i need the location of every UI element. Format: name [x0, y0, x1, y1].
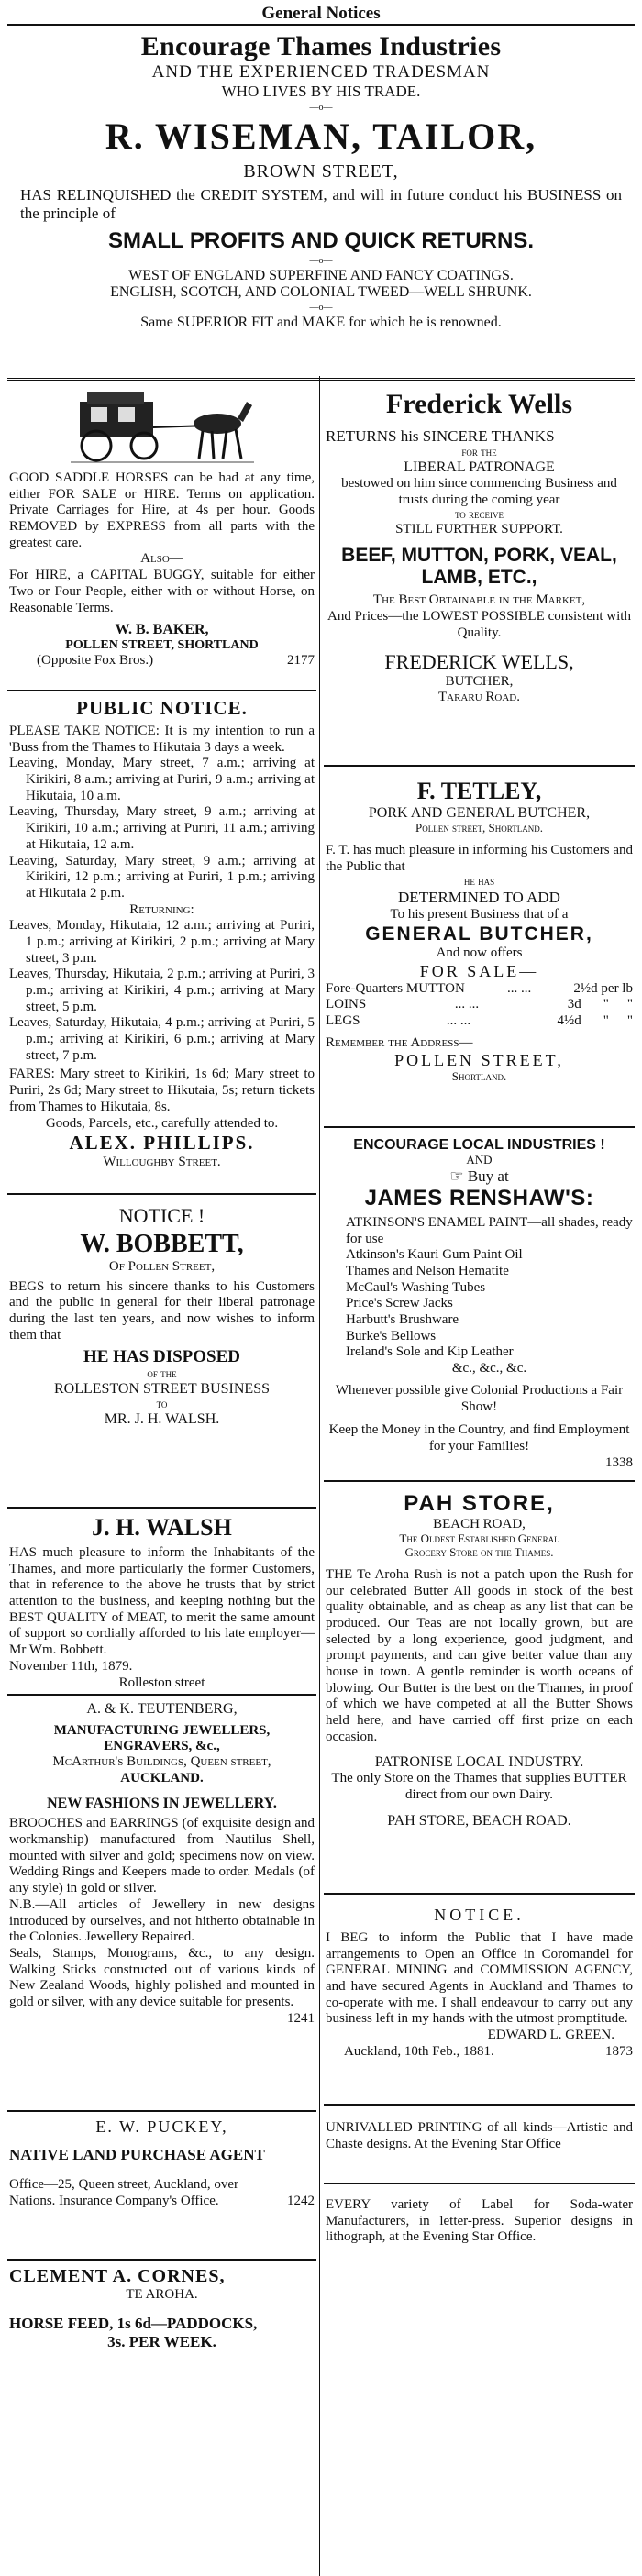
pah-address: PAH STORE, BEACH ROAD. — [387, 1812, 571, 1829]
price-row — [326, 1013, 633, 1030]
puckey-insurance: Nations. Insurance Company's Office. — [9, 2193, 219, 2208]
walsh-body: HAS much pleasure to inform the Inhabitants of the Thames, and more particularly the former Customers, that in reference to the above he trusts that by strict attention to the business, and keeping nothing but the BEST QUALITY of MEAT, to merit the same amount of support so cordially afforded to his late employer—Mr Wm. Bobbett. — [9, 1545, 315, 1658]
ad-number: 1242 — [287, 2193, 315, 2208]
bobbett-body: BEGS to return his sincere thanks to his Customers and the public in general for their liberal patronage during the last ten years, and now wishes to inform them that — [9, 1278, 315, 1343]
list-item: McCaul's Washing Tubes — [346, 1279, 486, 1295]
price-dots: ... ... — [506, 980, 532, 996]
puckey-ad — [7, 2112, 316, 2261]
renshaw-items — [326, 1215, 633, 1377]
wiseman-cloth2: ENGLISH, SCOTCH, AND COLONIAL TWEED—WELL SHRUNK. — [110, 284, 532, 300]
public-notice-intro: PLEASE TAKE NOTICE: It is my intention to run a 'Buss from the Thames to Hikutaia 3 days a week. — [9, 724, 315, 755]
schedule-line: Leaves, Thursday, Hikutaia, 2 p.m.; arriving at Puriri, 3 p.m.; arriving at Kirikiri, 4 p.m.; arriving at Mary street, 5 p.m. — [9, 967, 315, 1014]
tetley-to: To his present Business that of a — [390, 907, 569, 923]
baker-body: GOOD SADDLE HORSES can be had at any time, either FOR SALE or HIRE. Terms on application. Private Carriages for Hire, at 4s per hour. Goods REMOVED by EXPRESS from all parts with the greatest care. — [9, 470, 315, 550]
green-title: NOTICE. — [434, 1906, 525, 1924]
wells-ad — [324, 376, 635, 767]
walsh-date: November 11th, 1879. — [9, 1658, 133, 1674]
list-item: Burke's Bellows — [346, 1328, 437, 1343]
phillips-address: Willoughby Street. — [103, 1155, 221, 1170]
carriage-illustration — [9, 381, 315, 470]
pah-est2: Grocery Store on the Thames. — [404, 1544, 554, 1559]
tetley-town: Shortland. — [451, 1069, 507, 1084]
wells-patronage: LIBERAL PATRONAGE — [404, 459, 555, 475]
tetley-remember: Remember the Address— — [326, 1034, 473, 1050]
baker-also: Also— — [140, 551, 183, 567]
left-column — [7, 376, 316, 2576]
schedule-line: Leaving, Monday, Mary street, 7 a.m.; arriving at Kirikiri, 8 a.m.; arriving at Puriri, 9 a.m.; arriving at Hikutaia, 10 a.m. — [9, 756, 315, 803]
list-item: Price's Screw Jacks — [346, 1296, 453, 1311]
wells-thanks: RETURNS his SINCERE THANKS — [326, 427, 555, 445]
teutenberg-nb: N.B.—All articles of Jewellery in new designs introduced by ourselves, and not hitherto obtainable in the Colonies. Jewellery Repaired. — [9, 1896, 315, 1945]
pah-est1: The Oldest Established General — [399, 1531, 559, 1545]
green-date: Auckland, 10th Feb., 1881. — [344, 2043, 494, 2059]
star-printing-body: UNRIVALLED PRINTING of all kinds—Artistic and Chaste designs. At the Evening Star Office — [326, 2120, 633, 2151]
ornament-divider: —o— — [309, 303, 333, 313]
price-label: LOINS — [326, 997, 367, 1012]
right-column — [324, 376, 635, 2576]
pah-patronise: PATRONISE LOCAL INDUSTRY. — [374, 1754, 584, 1771]
bobbett-ad — [7, 1195, 316, 1509]
pah-name: PAH STORE, — [404, 1491, 555, 1516]
wells-best: The Best Obtainable in the Market, — [372, 592, 586, 608]
ornament-divider: —o— — [309, 256, 333, 266]
bobbett-business: ROLLESTON STREET BUSINESS — [54, 1381, 270, 1398]
star-printing-ad — [324, 2106, 635, 2184]
price-row — [326, 981, 633, 998]
cornes-town: TE AROHA. — [126, 2287, 198, 2302]
bobbett-notice: NOTICE ! — [118, 1204, 205, 1227]
green-body: I BEG to inform the Public that I have made arrangements to Open an Office in Coromandel for GENERAL MINING and COMMISSION AGENCY, and have secured Agents in Auckland and Thames to co-operate with me. I shall endeavour to carry out any business left in my hands with the utmost promptitude. — [326, 1930, 633, 2027]
price-dots: ... ... — [454, 997, 480, 1012]
schedule-line: Leaving, Saturday, Mary street, 9 a.m.; arriving at Kirikiri, 12 p.m.; arriving at Puriri, 1 p.m.; arriving at Hikutaia 2 p.m. — [9, 853, 315, 901]
tetley-determined: DETERMINED TO ADD — [398, 889, 560, 907]
walsh-address: Rolleston street — [118, 1675, 205, 1690]
two-columns — [7, 376, 635, 2576]
list-item: Thames and Nelson Hematite — [346, 1264, 509, 1278]
list-item: &c., &c., &c. — [451, 1361, 527, 1376]
teutenberg-trade2: ENGRAVERS, &c., — [104, 1739, 220, 1753]
green-footer — [326, 2044, 633, 2061]
bobbett-to: to — [156, 1397, 168, 1411]
puckey-trade: NATIVE LAND PURCHASE AGENT — [9, 2146, 265, 2163]
list-item: ATKINSON'S ENAMEL PAINT—all shades, ready for use — [346, 1214, 633, 1246]
green-notice-ad — [324, 1895, 635, 2106]
teutenberg-ad — [7, 1696, 316, 2112]
newspaper-page — [7, 0, 635, 2576]
cornes-ad — [7, 2261, 316, 2382]
section-title: General Notices — [7, 0, 635, 26]
wiseman-subhead2: WHO LIVES BY HIS TRADE. — [221, 83, 421, 100]
renshaw-heading: ENCOURAGE LOCAL INDUSTRIES ! — [353, 1137, 605, 1153]
bobbett-walsh: MR. J. H. WALSH. — [104, 1411, 220, 1428]
fares: FARES: Mary street to Kirikiri, 1s 6d; Mary street to Puriri, 2s 6d; Mary street to Hikutaia, 5s; return tickets from Thames to Hikutaia, 8s. — [9, 1067, 315, 1114]
public-notice-title: PUBLIC NOTICE. — [76, 697, 248, 719]
wells-support: STILL FURTHER SUPPORT. — [395, 522, 563, 537]
tetley-offers: And now offers — [436, 945, 523, 960]
schedule-line: Leaving, Thursday, Mary street, 9 a.m.; arriving at Kirikiri, 10 a.m.; arriving at Puriri, 11 a.m.; arriving at Hikutaia, 12 a.m. — [9, 804, 315, 852]
hand-icon: ☞ — [449, 1166, 464, 1185]
wells-name2: FREDERICK WELLS, — [384, 650, 574, 674]
price-label: LEGS — [326, 1013, 360, 1028]
ad-number: 2177 — [287, 653, 315, 669]
pah-only: The only Store on the Thames that supplies BUTTER direct from our own Dairy. — [331, 1771, 627, 1803]
wells-prices: And Prices—the LOWEST POSSIBLE consistent with Quality. — [327, 608, 631, 640]
baker-buggy: For HIRE, a CAPITAL BUGGY, suitable for either Two or Four People, either with or without Horse, on Reasonable Terms. — [9, 568, 315, 615]
renshaw-keep: Keep the Money in the Country, and find Employment for your Families! — [328, 1422, 630, 1454]
teutenberg-seals: Seals, Stamps, Monograms, &c., to any design. Walking Sticks constructed out of various kinds of New Zealand Woods, highly polished and mounted in gold or silver, with any device suitable for presents. — [9, 1945, 315, 2009]
pah-road: BEACH ROAD, — [433, 1517, 526, 1531]
cornes-feed: HORSE FEED, 1s 6d—PADDOCKS, — [9, 2314, 258, 2332]
green-signature: EDWARD L. GREEN. — [487, 2028, 614, 2043]
teutenberg-trade: MANUFACTURING JEWELLERS, — [53, 1723, 271, 1738]
wiseman-headline: Encourage Thames Industries — [140, 31, 502, 61]
goods-note: Goods, Parcels, etc., carefully attended to. — [45, 1115, 279, 1131]
bobbett-street: Of Pollen Street, — [108, 1259, 216, 1274]
cornes-week: 3s. PER WEEK. — [107, 2332, 216, 2350]
ornament-divider: —o— — [309, 103, 333, 113]
tetley-ad — [324, 767, 635, 1128]
tetley-for-sale: FOR SALE— — [419, 961, 539, 980]
renshaw-and: AND — [466, 1153, 493, 1166]
bobbett-of: of the — [147, 1366, 177, 1381]
tetley-hehas: he has — [463, 874, 495, 889]
wells-trade: BUTCHER, — [445, 674, 514, 690]
baker-ad — [7, 376, 316, 691]
wells-for: for the — [461, 445, 497, 459]
wiseman-subhead: AND THE EXPERIENCED TRADESMAN — [151, 62, 491, 82]
pah-body: THE Te Aroha Rush is not a patch upon the Rush for our celebrated Butter All goods in stock of the best quality obtainable, and as cheap as any list that can be produced. Our Teas are not locally grown, but are selected by a long experience, good judgment, and prompt payments, and can give better value than any house in town. A gentle reminder is worth oceans of blowing. Our Butter is the best on the Thames, in proof of which we have competed at all the Butter Shows held here, and have carried off first prize on each occasion. — [326, 1566, 633, 1744]
wiseman-street: BROWN STREET, — [243, 161, 399, 182]
cornes-name: CLEMENT A. CORNES, — [9, 2266, 226, 2286]
baker-address: POLLEN STREET, SHORTLAND — [65, 638, 259, 653]
wiseman-name: R. WISEMAN, TAILOR, — [105, 116, 537, 157]
baker-opposite: (Opposite Fox Bros.) — [37, 653, 154, 669]
price-value: 3d " " — [567, 997, 633, 1012]
baker-footer — [9, 653, 315, 669]
star-labels-ad — [324, 2184, 635, 2269]
wiseman-fit: Same SUPERIOR FIT and MAKE for which he is renowned. — [140, 315, 502, 330]
teutenberg-name: A. & K. TEUTENBERG, — [86, 1701, 238, 1717]
tetley-general-butcher: GENERAL BUTCHER, — [365, 923, 593, 945]
renshaw-whenever: Whenever possible give Colonial Productions a Fair Show! — [335, 1382, 624, 1414]
wells-meats: BEEF, MUTTON, PORK, VEAL, LAMB, ETC., — [341, 545, 617, 589]
public-notice-ad — [7, 691, 316, 1195]
phillips-name: ALEX. PHILLIPS. — [69, 1132, 255, 1155]
tetley-name: F. TETLEY, — [416, 778, 542, 804]
wiseman-body: HAS RELINQUISHED the CREDIT SYSTEM, and will in future conduct his BUSINESS on the principle of — [20, 186, 622, 222]
wiseman-ad — [7, 31, 635, 381]
wiseman-cloth1: WEST OF ENGLAND SUPERFINE AND FANCY COATINGS. — [128, 268, 514, 283]
price-value: 2½d per lb — [573, 980, 633, 996]
wells-name: Frederick Wells — [385, 389, 573, 419]
star-labels-body: EVERY variety of Label for Soda-water Manufacturers, in letter-press. Superior designs in lithograph, at the Evening Star Office. — [326, 2197, 633, 2245]
bobbett-name: W. BOBBETT, — [80, 1230, 244, 1258]
wells-road: Tararu Road. — [437, 690, 520, 705]
wells-receive: to receive — [454, 507, 504, 522]
tetley-trade: PORK AND GENERAL BUTCHER, — [368, 805, 591, 821]
teutenberg-heading: NEW FASHIONS IN JEWELLERY. — [47, 1796, 277, 1812]
walsh-name: J. H. WALSH — [92, 1514, 232, 1541]
walsh-ad — [7, 1509, 316, 1696]
ad-number: 1241 — [287, 2010, 315, 2026]
price-label: Fore-Quarters MUTTON — [326, 980, 465, 996]
list-item: Ireland's Sole and Kip Leather — [346, 1344, 514, 1360]
price-row — [326, 997, 633, 1013]
wells-p2: bestowed on him since commencing Business and trusts during the coming year — [341, 475, 617, 507]
list-item: Harbutt's Brushware — [346, 1312, 459, 1328]
puckey-name: E. W. PUCKEY, — [95, 2117, 228, 2136]
puckey-office: Office—25, Queen street, Auckland, over — [9, 2177, 239, 2192]
schedule-line: Leaves, Monday, Hikutaia, 12 a.m.; arriving at Puriri, 1 p.m.; arriving at Kirikiri, 2 p.m.; arriving at Mary street, 3 p.m. — [9, 918, 315, 966]
pah-store-ad — [324, 1482, 635, 1895]
price-value: 4½d " " — [557, 1013, 633, 1028]
puckey-footer — [9, 2194, 315, 2210]
wiseman-motto: SMALL PROFITS AND QUICK RETURNS. — [107, 228, 534, 253]
price-dots: ... ... — [446, 1013, 471, 1028]
tetley-body: F. T. has much pleasure in informing his Customers and the Public that — [326, 842, 633, 874]
teutenberg-address: McArthur's Buildings, Queen street, — [52, 1754, 271, 1769]
tetley-street: POLLEN STREET, — [394, 1051, 564, 1070]
renshaw-name: JAMES RENSHAW'S: — [364, 1185, 594, 1211]
renshaw-buy: ☞ Buy at — [449, 1166, 509, 1185]
returning-heading: Returning: — [129, 901, 194, 917]
list-item: Atkinson's Kauri Gum Paint Oil — [346, 1247, 523, 1263]
schedule-line: Leaves, Saturday, Hikutaia, 4 p.m.; arriving at Puriri, 5 p.m.; arriving at Kirikiri, 6 p.m.; arriving at Mary street, 7 p.m. — [9, 1015, 315, 1063]
column-rule — [319, 376, 320, 2576]
baker-name: W. B. BAKER, — [115, 622, 209, 638]
bobbett-disposed: HE HAS DISPOSED — [83, 1347, 241, 1367]
tetley-address: Pollen street, Shortland. — [415, 821, 543, 835]
ad-number: 1873 — [605, 2043, 633, 2059]
ad-number: 1338 — [605, 1454, 633, 1470]
teutenberg-body: BROOCHES and EARRINGS (of exquisite design and workmanship) manufactured from Nautilus Shell, mounted with silver and gold; specimens now on view. Wedding Rings and Keepers made to order. Medals (of any style) in gold or silver. — [9, 1816, 315, 1896]
teutenberg-city: AUCKLAND. — [120, 1770, 204, 1786]
renshaw-ad — [324, 1128, 635, 1482]
